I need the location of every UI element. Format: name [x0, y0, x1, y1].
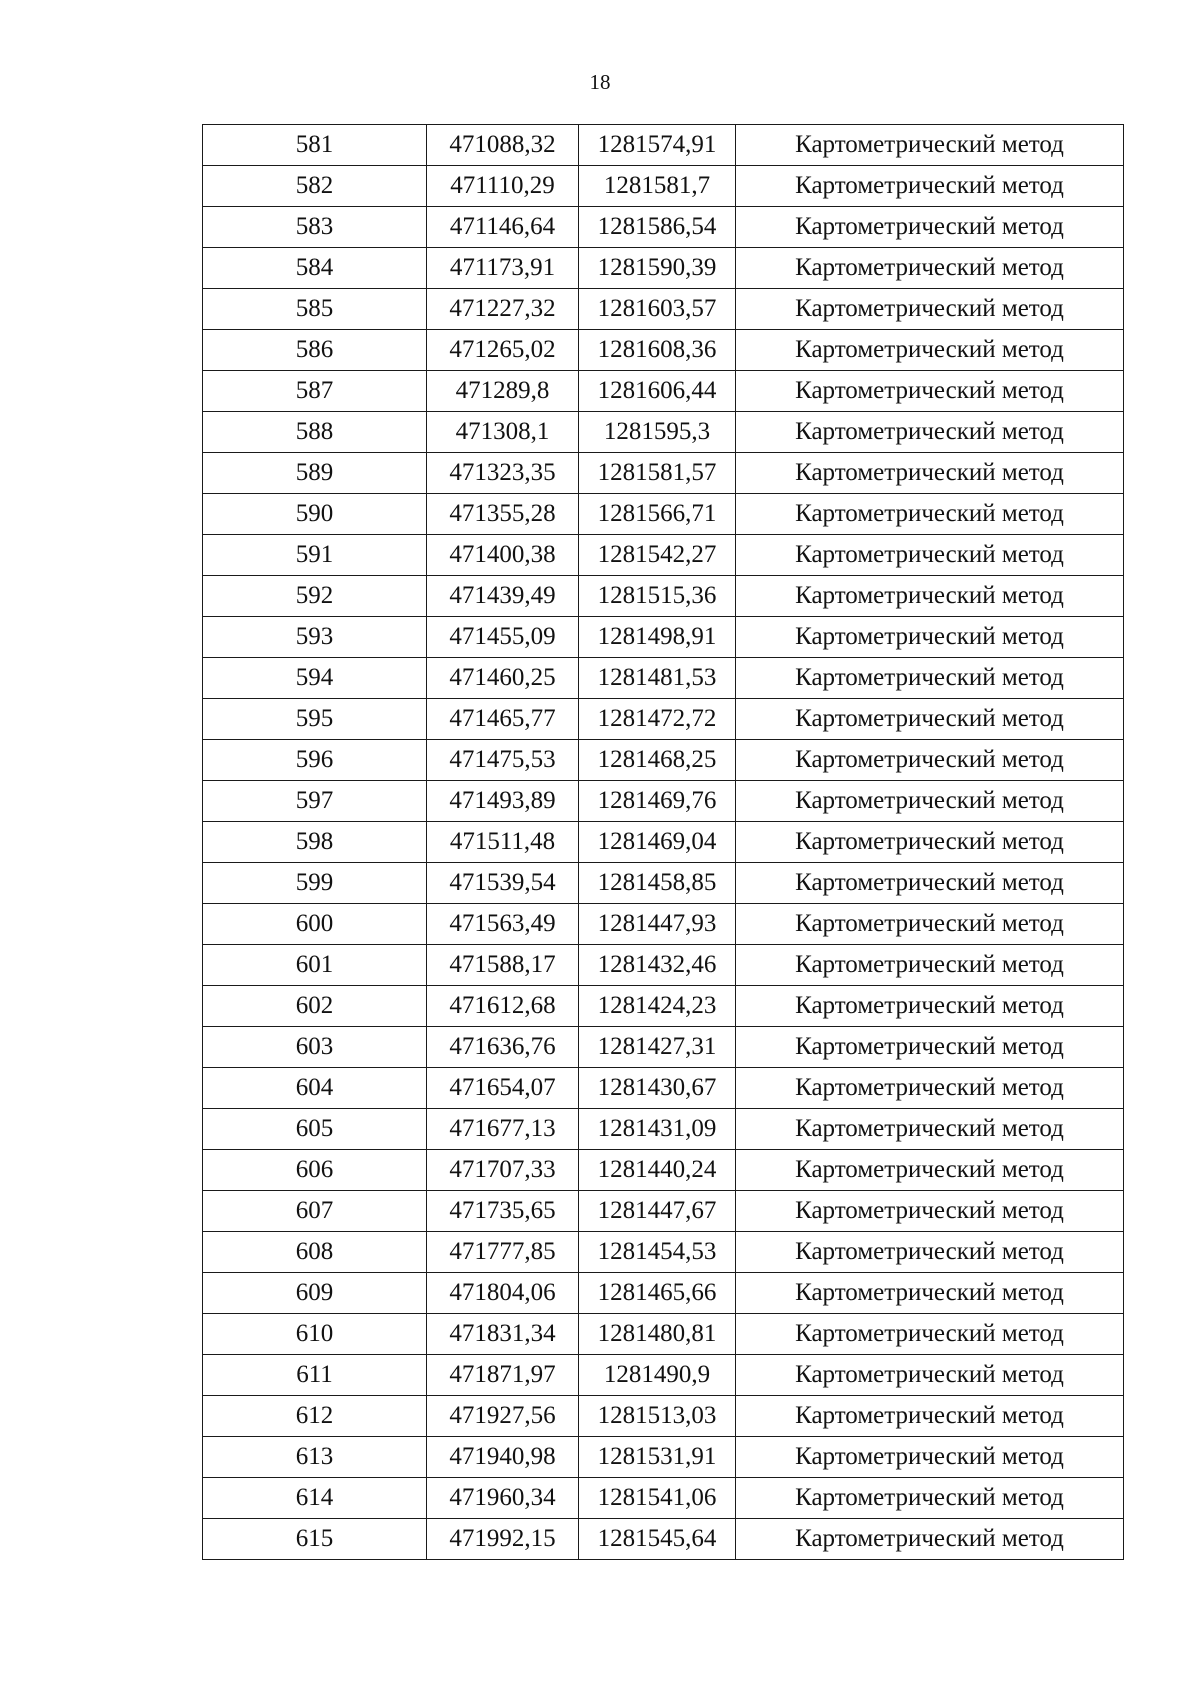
- method-cell: Картометрический метод: [736, 371, 1124, 412]
- table-row: [203, 863, 1124, 904]
- page-number: 18: [589, 70, 611, 94]
- point-number-cell: 615: [203, 1519, 427, 1560]
- method-cell: Картометрический метод: [736, 699, 1124, 740]
- y-coordinate-cell: 1281608,36: [579, 330, 736, 371]
- table-row: [203, 1068, 1124, 1109]
- table-row: [203, 1519, 1124, 1560]
- x-coordinate-cell: 471563,49: [427, 904, 579, 945]
- point-number-cell: 582: [203, 166, 427, 207]
- x-coordinate-cell: 471493,89: [427, 781, 579, 822]
- table-row: [203, 1355, 1124, 1396]
- method-cell: Картометрический метод: [736, 1314, 1124, 1355]
- point-number-cell: 600: [203, 904, 427, 945]
- point-number-cell: 588: [203, 412, 427, 453]
- table-row: [203, 986, 1124, 1027]
- method-cell: Картометрический метод: [736, 945, 1124, 986]
- table-row: [203, 740, 1124, 781]
- table-row: [203, 1109, 1124, 1150]
- x-coordinate-cell: 471612,68: [427, 986, 579, 1027]
- point-number-cell: 585: [203, 289, 427, 330]
- method-cell: Картометрический метод: [736, 248, 1124, 289]
- point-number-cell: 608: [203, 1232, 427, 1273]
- method-cell: Картометрический метод: [736, 494, 1124, 535]
- method-cell: Картометрический метод: [736, 1396, 1124, 1437]
- method-cell: Картометрический метод: [736, 986, 1124, 1027]
- x-coordinate-cell: 471960,34: [427, 1478, 579, 1519]
- method-cell: Картометрический метод: [736, 1027, 1124, 1068]
- x-coordinate-cell: 471308,1: [427, 412, 579, 453]
- y-coordinate-cell: 1281586,54: [579, 207, 736, 248]
- point-number-cell: 592: [203, 576, 427, 617]
- point-number-cell: 587: [203, 371, 427, 412]
- table-row: [203, 248, 1124, 289]
- x-coordinate-cell: 471677,13: [427, 1109, 579, 1150]
- coordinates-table-body: [203, 125, 1124, 1560]
- x-coordinate-cell: 471777,85: [427, 1232, 579, 1273]
- x-coordinate-cell: 471355,28: [427, 494, 579, 535]
- method-cell: Картометрический метод: [736, 125, 1124, 166]
- x-coordinate-cell: 471636,76: [427, 1027, 579, 1068]
- table-row: [203, 1314, 1124, 1355]
- y-coordinate-cell: 1281574,91: [579, 125, 736, 166]
- method-cell: Картометрический метод: [736, 166, 1124, 207]
- y-coordinate-cell: 1281472,72: [579, 699, 736, 740]
- y-coordinate-cell: 1281427,31: [579, 1027, 736, 1068]
- table-row: [203, 576, 1124, 617]
- y-coordinate-cell: 1281431,09: [579, 1109, 736, 1150]
- x-coordinate-cell: 471439,49: [427, 576, 579, 617]
- point-number-cell: 581: [203, 125, 427, 166]
- y-coordinate-cell: 1281498,91: [579, 617, 736, 658]
- table-row: [203, 1027, 1124, 1068]
- y-coordinate-cell: 1281480,81: [579, 1314, 736, 1355]
- x-coordinate-cell: 471146,64: [427, 207, 579, 248]
- x-coordinate-cell: 471992,15: [427, 1519, 579, 1560]
- table-row: [203, 1191, 1124, 1232]
- x-coordinate-cell: 471400,38: [427, 535, 579, 576]
- table-row: [203, 658, 1124, 699]
- point-number-cell: 601: [203, 945, 427, 986]
- table-row: [203, 1232, 1124, 1273]
- method-cell: Картометрический метод: [736, 1437, 1124, 1478]
- method-cell: Картометрический метод: [736, 1150, 1124, 1191]
- x-coordinate-cell: 471110,29: [427, 166, 579, 207]
- y-coordinate-cell: 1281469,04: [579, 822, 736, 863]
- table-row: [203, 453, 1124, 494]
- point-number-cell: 583: [203, 207, 427, 248]
- table-row: [203, 166, 1124, 207]
- point-number-cell: 596: [203, 740, 427, 781]
- x-coordinate-cell: 471539,54: [427, 863, 579, 904]
- table-row: [203, 371, 1124, 412]
- point-number-cell: 591: [203, 535, 427, 576]
- x-coordinate-cell: 471289,8: [427, 371, 579, 412]
- method-cell: Картометрический метод: [736, 1068, 1124, 1109]
- point-number-cell: 597: [203, 781, 427, 822]
- point-number-cell: 610: [203, 1314, 427, 1355]
- x-coordinate-cell: 471804,06: [427, 1273, 579, 1314]
- table-row: [203, 699, 1124, 740]
- table-row: [203, 945, 1124, 986]
- point-number-cell: 604: [203, 1068, 427, 1109]
- y-coordinate-cell: 1281595,3: [579, 412, 736, 453]
- y-coordinate-cell: 1281566,71: [579, 494, 736, 535]
- table-row: [203, 494, 1124, 535]
- table-row: [203, 617, 1124, 658]
- method-cell: Картометрический метод: [736, 740, 1124, 781]
- y-coordinate-cell: 1281581,7: [579, 166, 736, 207]
- y-coordinate-cell: 1281541,06: [579, 1478, 736, 1519]
- y-coordinate-cell: 1281430,67: [579, 1068, 736, 1109]
- point-number-cell: 603: [203, 1027, 427, 1068]
- method-cell: Картометрический метод: [736, 1232, 1124, 1273]
- table-row: [203, 125, 1124, 166]
- x-coordinate-cell: 471831,34: [427, 1314, 579, 1355]
- x-coordinate-cell: 471455,09: [427, 617, 579, 658]
- y-coordinate-cell: 1281542,27: [579, 535, 736, 576]
- table-row: [203, 289, 1124, 330]
- x-coordinate-cell: 471511,48: [427, 822, 579, 863]
- y-coordinate-cell: 1281603,57: [579, 289, 736, 330]
- table-row: [203, 781, 1124, 822]
- point-number-cell: 602: [203, 986, 427, 1027]
- method-cell: Картометрический метод: [736, 822, 1124, 863]
- point-number-cell: 607: [203, 1191, 427, 1232]
- method-cell: Картометрический метод: [736, 289, 1124, 330]
- point-number-cell: 599: [203, 863, 427, 904]
- method-cell: Картометрический метод: [736, 1355, 1124, 1396]
- x-coordinate-cell: 471588,17: [427, 945, 579, 986]
- point-number-cell: 606: [203, 1150, 427, 1191]
- x-coordinate-cell: 471927,56: [427, 1396, 579, 1437]
- y-coordinate-cell: 1281531,91: [579, 1437, 736, 1478]
- y-coordinate-cell: 1281458,85: [579, 863, 736, 904]
- y-coordinate-cell: 1281447,67: [579, 1191, 736, 1232]
- x-coordinate-cell: 471654,07: [427, 1068, 579, 1109]
- method-cell: Картометрический метод: [736, 617, 1124, 658]
- y-coordinate-cell: 1281454,53: [579, 1232, 736, 1273]
- method-cell: Картометрический метод: [736, 453, 1124, 494]
- x-coordinate-cell: 471871,97: [427, 1355, 579, 1396]
- method-cell: Картометрический метод: [736, 1273, 1124, 1314]
- method-cell: Картометрический метод: [736, 1478, 1124, 1519]
- method-cell: Картометрический метод: [736, 535, 1124, 576]
- method-cell: Картометрический метод: [736, 207, 1124, 248]
- x-coordinate-cell: 471265,02: [427, 330, 579, 371]
- point-number-cell: 612: [203, 1396, 427, 1437]
- y-coordinate-cell: 1281490,9: [579, 1355, 736, 1396]
- y-coordinate-cell: 1281440,24: [579, 1150, 736, 1191]
- x-coordinate-cell: 471735,65: [427, 1191, 579, 1232]
- method-cell: Картометрический метод: [736, 576, 1124, 617]
- y-coordinate-cell: 1281447,93: [579, 904, 736, 945]
- method-cell: Картометрический метод: [736, 1191, 1124, 1232]
- method-cell: Картометрический метод: [736, 781, 1124, 822]
- y-coordinate-cell: 1281465,66: [579, 1273, 736, 1314]
- table-row: [203, 822, 1124, 863]
- y-coordinate-cell: 1281468,25: [579, 740, 736, 781]
- method-cell: Картометрический метод: [736, 658, 1124, 699]
- x-coordinate-cell: 471707,33: [427, 1150, 579, 1191]
- method-cell: Картометрический метод: [736, 863, 1124, 904]
- table-row: [203, 330, 1124, 371]
- method-cell: Картометрический метод: [736, 1519, 1124, 1560]
- method-cell: Картометрический метод: [736, 330, 1124, 371]
- y-coordinate-cell: 1281590,39: [579, 248, 736, 289]
- y-coordinate-cell: 1281481,53: [579, 658, 736, 699]
- y-coordinate-cell: 1281513,03: [579, 1396, 736, 1437]
- point-number-cell: 594: [203, 658, 427, 699]
- point-number-cell: 590: [203, 494, 427, 535]
- table-row: [203, 1396, 1124, 1437]
- point-number-cell: 611: [203, 1355, 427, 1396]
- point-number-cell: 589: [203, 453, 427, 494]
- x-coordinate-cell: 471475,53: [427, 740, 579, 781]
- point-number-cell: 605: [203, 1109, 427, 1150]
- y-coordinate-cell: 1281581,57: [579, 453, 736, 494]
- point-number-cell: 595: [203, 699, 427, 740]
- y-coordinate-cell: 1281469,76: [579, 781, 736, 822]
- x-coordinate-cell: 471088,32: [427, 125, 579, 166]
- point-number-cell: 609: [203, 1273, 427, 1314]
- method-cell: Картометрический метод: [736, 1109, 1124, 1150]
- table-row: [203, 1150, 1124, 1191]
- table-row: [203, 1437, 1124, 1478]
- x-coordinate-cell: 471323,35: [427, 453, 579, 494]
- y-coordinate-cell: 1281515,36: [579, 576, 736, 617]
- y-coordinate-cell: 1281432,46: [579, 945, 736, 986]
- x-coordinate-cell: 471940,98: [427, 1437, 579, 1478]
- point-number-cell: 586: [203, 330, 427, 371]
- y-coordinate-cell: 1281545,64: [579, 1519, 736, 1560]
- point-number-cell: 613: [203, 1437, 427, 1478]
- table-row: [203, 1478, 1124, 1519]
- point-number-cell: 584: [203, 248, 427, 289]
- y-coordinate-cell: 1281424,23: [579, 986, 736, 1027]
- table-row: [203, 1273, 1124, 1314]
- table-row: [203, 535, 1124, 576]
- point-number-cell: 598: [203, 822, 427, 863]
- point-number-cell: 593: [203, 617, 427, 658]
- table-row: [203, 207, 1124, 248]
- x-coordinate-cell: 471173,91: [427, 248, 579, 289]
- method-cell: Картометрический метод: [736, 412, 1124, 453]
- point-number-cell: 614: [203, 1478, 427, 1519]
- coordinates-table: [202, 124, 1124, 1560]
- table-row: [203, 412, 1124, 453]
- y-coordinate-cell: 1281606,44: [579, 371, 736, 412]
- method-cell: Картометрический метод: [736, 904, 1124, 945]
- table-row: [203, 904, 1124, 945]
- x-coordinate-cell: 471465,77: [427, 699, 579, 740]
- x-coordinate-cell: 471227,32: [427, 289, 579, 330]
- x-coordinate-cell: 471460,25: [427, 658, 579, 699]
